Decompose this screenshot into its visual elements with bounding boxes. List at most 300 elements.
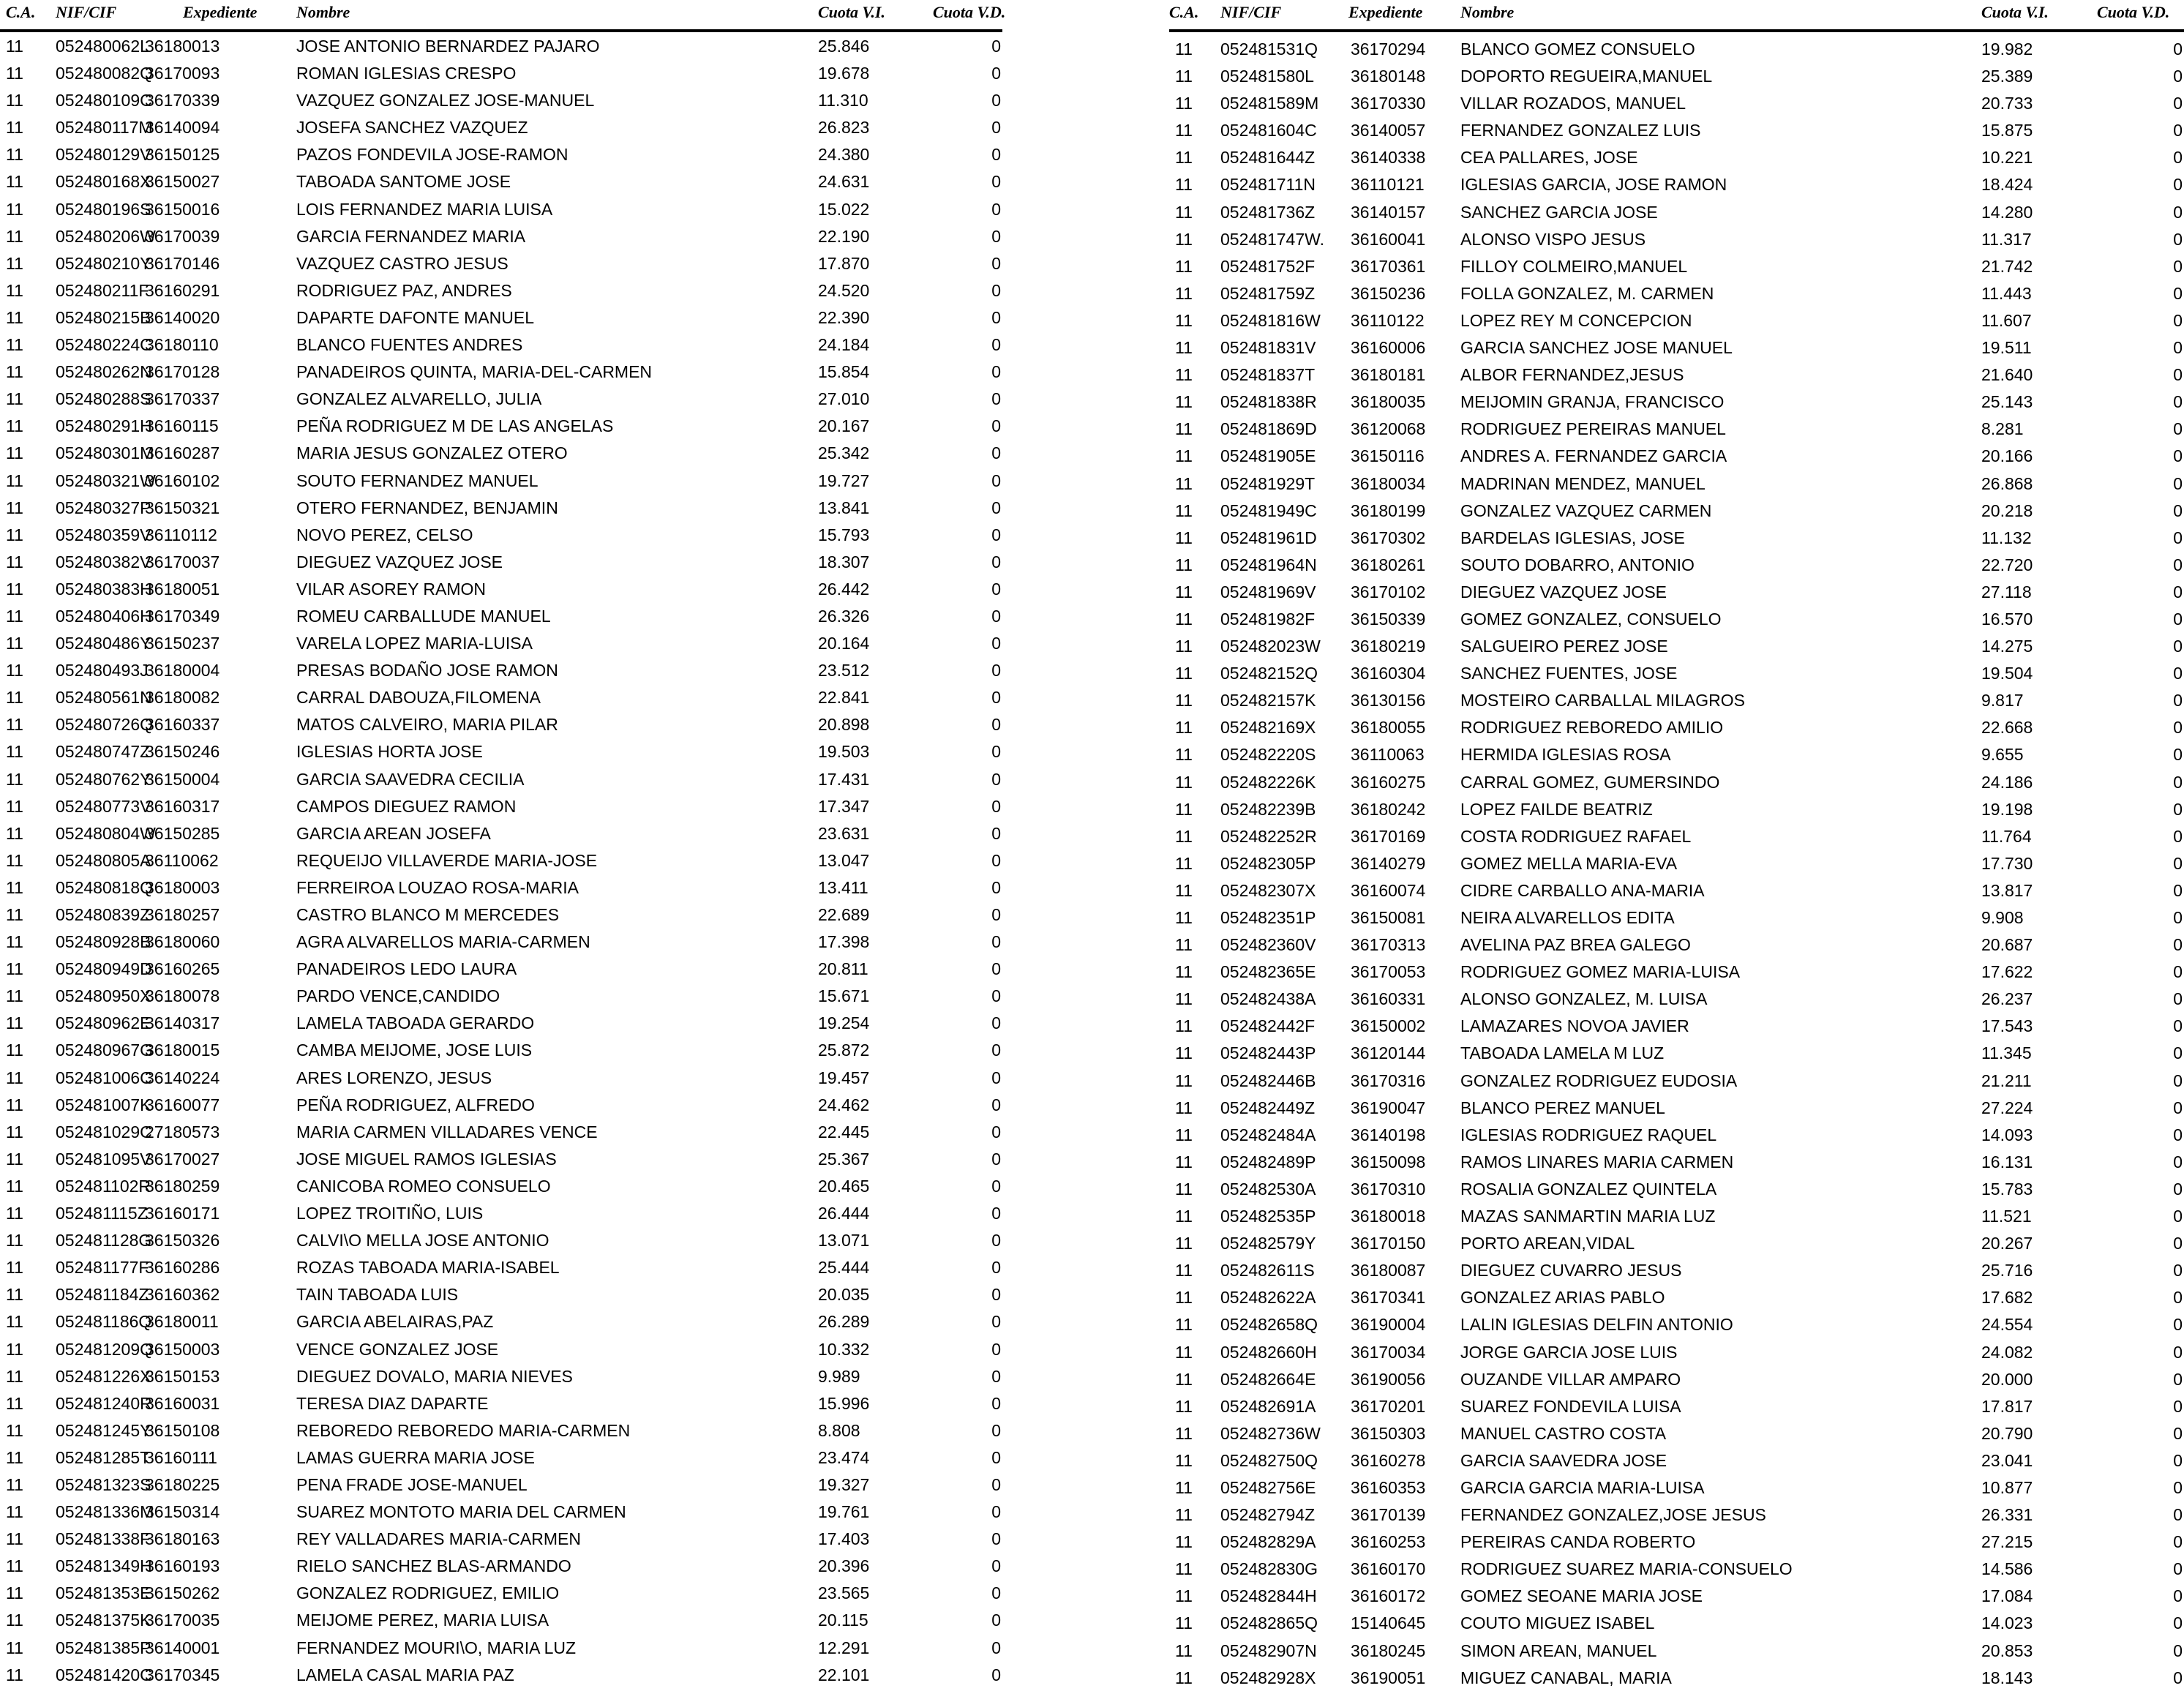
cell-nombre: REY VALLADARES MARIA-CARMEN [296, 1529, 581, 1549]
cell-ca: 11 [1175, 1342, 1193, 1362]
cell-cuota-vd: 0 [2173, 1342, 2183, 1362]
cell-nombre: LOIS FERNANDEZ MARIA LUISA [296, 199, 553, 219]
cell-nombre: TAIN TABOADA LUIS [296, 1285, 459, 1305]
cell-expediente: 36170035 [145, 1611, 220, 1630]
cell-cuota-vd: 0 [2173, 772, 2183, 792]
cell-expediente: 36160031 [145, 1393, 220, 1413]
cell-cuota-vi: 18.424 [1981, 175, 2033, 195]
cell-cuota-vd: 0 [2173, 338, 2183, 358]
cell-cuota-vi: 26.289 [818, 1312, 870, 1332]
cell-cuota-vd: 0 [2173, 664, 2183, 683]
cell-cuota-vi: 20.811 [818, 959, 868, 979]
cell-cuota-vi: 19.678 [818, 64, 870, 83]
cell-nif: 052482360V [1220, 935, 1316, 955]
cell-ca: 11 [6, 796, 23, 816]
cell-nombre: DOPORTO REGUEIRA,MANUEL [1460, 67, 1713, 86]
cell-nif: 052480224C [56, 335, 152, 355]
cell-expediente: 36140001 [145, 1638, 220, 1657]
cell-ca: 11 [6, 199, 23, 219]
cell-cuota-vd: 0 [2173, 582, 2183, 601]
cell-cuota-vd: 0 [2173, 1477, 2183, 1497]
cell-expediente: 36170294 [1351, 40, 1426, 59]
cell-expediente: 36170053 [1351, 962, 1426, 982]
cell-nif: 052481007K [56, 1095, 151, 1114]
cell-cuota-vd: 0 [991, 742, 1001, 762]
cell-nombre: RODRIGUEZ SUAREZ MARIA-CONSUELO [1460, 1559, 1793, 1579]
cell-nif: 052482658Q [1220, 1315, 1318, 1335]
cell-expediente: 36150262 [145, 1583, 220, 1603]
cell-nombre: ALBOR FERNANDEZ,JESUS [1460, 365, 1684, 385]
table-row [1169, 931, 2184, 958]
cell-cuota-vi: 17.682 [1981, 1288, 2033, 1308]
cell-expediente: 36110122 [1351, 310, 1425, 330]
table-row [1169, 1067, 2184, 1094]
cell-expediente: 36170039 [145, 226, 220, 246]
cell-nif: 052482928X [1220, 1668, 1316, 1687]
table-row [0, 1091, 1002, 1118]
cell-cuota-vi: 19.198 [1981, 799, 2033, 819]
cell-nombre: REBOREDO REBOREDO MARIA-CARMEN [296, 1420, 631, 1440]
cell-nif: 052480486Y [56, 634, 151, 653]
cell-ca: 11 [1175, 121, 1193, 140]
table-row [0, 1335, 1002, 1362]
table-row [1169, 497, 2184, 524]
cell-cuota-vi: 17.347 [818, 796, 870, 816]
table-row [1169, 280, 2184, 307]
header-nombre: Nombre [1460, 3, 1515, 21]
cell-nif: 052481184Z [56, 1285, 149, 1305]
cell-nif: 052482489P [1220, 1152, 1316, 1171]
cell-cuota-vi: 24.186 [1981, 772, 2033, 792]
cell-ca: 11 [1175, 1043, 1193, 1063]
cell-expediente: 36160077 [145, 1095, 220, 1114]
cell-expediente: 36170310 [1351, 1179, 1426, 1199]
cell-nombre: DAPARTE DAFONTE MANUEL [296, 307, 535, 327]
table-row [1169, 1501, 2184, 1528]
table-row [0, 439, 1002, 466]
cell-cuota-vd: 0 [2173, 148, 2183, 168]
cell-cuota-vi: 18.143 [1981, 1668, 2033, 1687]
table-row [1169, 35, 2184, 62]
cell-expediente: 36180257 [145, 905, 220, 924]
cell-ca: 11 [6, 606, 23, 626]
cell-nombre: MIGUEZ CANABAL, MARIA [1460, 1668, 1672, 1687]
table-row [1169, 1202, 2184, 1229]
cell-nombre: RODRIGUEZ PEREIRAS MANUEL [1460, 419, 1726, 439]
cell-cuota-vi: 17.403 [818, 1529, 870, 1549]
cell-cuota-vd: 0 [2173, 528, 2183, 547]
cell-nif: 052481128G [56, 1231, 152, 1251]
cell-cuota-vi: 13.411 [818, 877, 868, 897]
cell-cuota-vi: 21.742 [1981, 256, 2033, 276]
cell-cuota-vd: 0 [991, 877, 1001, 897]
cell-cuota-vd: 0 [2173, 1315, 2183, 1335]
cell-nombre: SANCHEZ FUENTES, JOSE [1460, 664, 1678, 683]
cell-nombre: COSTA RODRIGUEZ RAFAEL [1460, 826, 1692, 846]
cell-expediente: 36140279 [1351, 853, 1426, 873]
cell-cuota-vi: 11.345 [1981, 1043, 2032, 1063]
cell-cuota-vi: 11.132 [1981, 528, 2032, 547]
cell-nombre: ALONSO VISPO JESUS [1460, 229, 1646, 249]
cell-cuota-vi: 17.870 [818, 253, 870, 273]
cell-ca: 11 [6, 64, 23, 83]
cell-ca: 11 [6, 1149, 23, 1169]
cell-cuota-vd: 0 [991, 443, 1001, 463]
cell-nif: 052482442F [1220, 1016, 1316, 1036]
cell-expediente: 36150108 [145, 1420, 220, 1440]
cell-cuota-vi: 20.267 [1981, 1234, 2033, 1253]
cell-expediente: 36190056 [1351, 1369, 1426, 1389]
cell-ca: 11 [1175, 1261, 1193, 1281]
cell-cuota-vd: 0 [991, 253, 1001, 273]
cell-cuota-vd: 0 [991, 1149, 1001, 1169]
cell-nombre: CARRAL GOMEZ, GUMERSINDO [1460, 772, 1720, 792]
table-row [0, 548, 1002, 575]
cell-nif: 052480773V [56, 796, 151, 816]
cell-expediente: 36170339 [145, 91, 220, 110]
table-row [0, 1552, 1002, 1579]
cell-expediente: 36150002 [1351, 1016, 1426, 1036]
cell-ca: 11 [1175, 582, 1193, 601]
cell-nif: 052480962E [56, 1013, 151, 1033]
cell-nif: 052480301M [56, 443, 154, 463]
cell-nif: 052481102R [56, 1176, 151, 1196]
cell-ca: 11 [6, 498, 23, 517]
cell-cuota-vd: 0 [991, 1339, 1001, 1359]
cell-expediente: 36150125 [145, 145, 220, 165]
cell-cuota-vi: 21.640 [1981, 365, 2033, 385]
table-row [1169, 686, 2184, 713]
cell-cuota-vi: 21.211 [1981, 1071, 2032, 1090]
table-row [0, 1064, 1002, 1091]
cell-cuota-vi: 19.727 [818, 470, 870, 490]
cell-nombre: BLANCO FUENTES ANDRES [296, 335, 523, 355]
cell-ca: 11 [6, 1474, 23, 1494]
cell-expediente: 36170169 [1351, 826, 1426, 846]
cell-expediente: 36170330 [1351, 94, 1426, 113]
cell-expediente: 36170316 [1351, 1071, 1426, 1090]
cell-expediente: 36160353 [1351, 1477, 1426, 1497]
cell-expediente: 36160286 [145, 1258, 220, 1278]
table-row [0, 1362, 1002, 1390]
cell-nif: 052482622A [1220, 1288, 1316, 1308]
cell-cuota-vi: 14.275 [1981, 637, 2033, 656]
cell-cuota-vd: 0 [991, 715, 1001, 735]
cell-nombre: DIEGUEZ DOVALO, MARIA NIEVES [296, 1366, 573, 1386]
cell-cuota-vi: 22.841 [818, 688, 870, 708]
table-row [0, 1498, 1002, 1525]
cell-cuota-vi: 19.511 [1981, 338, 2032, 358]
cell-nif: 052481969V [1220, 582, 1316, 601]
cell-nif: 052481831V [1220, 338, 1316, 358]
table-row [0, 1036, 1002, 1063]
left-table [0, 0, 1006, 1688]
cell-expediente: 36150246 [145, 742, 220, 762]
cell-cuota-vd: 0 [991, 498, 1001, 517]
cell-ca: 11 [1175, 1613, 1193, 1633]
cell-nif: 052482865Q [1220, 1613, 1318, 1633]
cell-ca: 11 [1175, 691, 1193, 710]
cell-cuota-vi: 23.512 [818, 661, 870, 680]
cell-expediente: 36180082 [145, 688, 220, 708]
cell-nombre: FERREIROA LOUZAO ROSA-MARIA [296, 877, 579, 897]
cell-expediente: 36170150 [1351, 1234, 1426, 1253]
cell-cuota-vd: 0 [2173, 799, 2183, 819]
table-row [0, 1579, 1002, 1606]
cell-ca: 11 [6, 986, 23, 1006]
cell-ca: 11 [1175, 1668, 1193, 1687]
cell-cuota-vd: 0 [991, 362, 1001, 382]
cell-nombre: CANICOBA ROMEO CONSUELO [296, 1176, 551, 1196]
cell-cuota-vd: 0 [2173, 718, 2183, 738]
cell-expediente: 36150237 [145, 634, 220, 653]
cell-expediente: 36150004 [145, 769, 220, 789]
cell-nombre: MATOS CALVEIRO, MARIA PILAR [296, 715, 558, 735]
table-row [1169, 1392, 2184, 1420]
cell-cuota-vi: 15.996 [818, 1393, 870, 1413]
cell-nif: 052481385P [56, 1638, 151, 1657]
cell-cuota-vd: 0 [991, 1204, 1001, 1223]
table-row [1169, 850, 2184, 877]
cell-nif: 052481869D [1220, 419, 1317, 439]
cell-cuota-vi: 19.761 [818, 1502, 870, 1522]
cell-cuota-vd: 0 [991, 1447, 1001, 1467]
cell-nombre: SIMON AREAN, MANUEL [1460, 1641, 1657, 1660]
table-row [0, 1308, 1002, 1335]
cell-cuota-vd: 0 [991, 1231, 1001, 1251]
cell-cuota-vd: 0 [991, 1583, 1001, 1603]
cell-expediente: 36170337 [145, 389, 220, 409]
cell-nombre: GARCIA SANCHEZ JOSE MANUEL [1460, 338, 1733, 358]
cell-nif: 052480839Z [56, 905, 151, 924]
cell-expediente: 15140645 [1351, 1613, 1426, 1633]
cell-ca: 11 [1175, 283, 1193, 303]
cell-expediente: 36190051 [1351, 1668, 1426, 1687]
cell-nombre: GONZALEZ ALVARELLO, JULIA [296, 389, 542, 409]
cell-ca: 11 [6, 443, 23, 463]
cell-ca: 11 [1175, 256, 1193, 276]
cell-nombre: COUTO MIGUEZ ISABEL [1460, 1613, 1655, 1633]
cell-expediente: 36150098 [1351, 1152, 1426, 1171]
table-row [1169, 1175, 2184, 1202]
cell-cuota-vi: 15.783 [1981, 1179, 2033, 1199]
cell-cuota-vi: 25.367 [818, 1149, 870, 1169]
table-row [1169, 307, 2184, 334]
cell-nombre: GARCIA SAAVEDRA CECILIA [296, 769, 525, 789]
cell-ca: 11 [1175, 1559, 1193, 1579]
cell-nif: 052480950X [56, 986, 151, 1006]
cell-cuota-vd: 0 [991, 905, 1001, 924]
cell-cuota-vd: 0 [2173, 935, 2183, 955]
cell-expediente: 36160331 [1351, 989, 1426, 1009]
cell-ca: 11 [1175, 338, 1193, 358]
cell-cuota-vi: 20.733 [1981, 94, 2033, 113]
cell-cuota-vd: 0 [991, 1611, 1001, 1630]
cell-nif: 052482830G [1220, 1559, 1318, 1579]
table-row [0, 59, 1002, 86]
cell-ca: 11 [6, 470, 23, 490]
cell-expediente: 36180034 [1351, 473, 1426, 493]
cell-cuota-vd: 0 [991, 1122, 1001, 1141]
cell-expediente: 36160171 [145, 1204, 220, 1223]
header-cuota-vd: Cuota V.D. [2097, 3, 2170, 21]
cell-expediente: 36150016 [145, 199, 220, 219]
cell-cuota-vi: 25.143 [1981, 392, 2033, 412]
table-row [0, 1444, 1002, 1471]
cell-cuota-vd: 0 [991, 634, 1001, 653]
cell-nif: 052482252R [1220, 826, 1317, 846]
cell-cuota-vi: 13.047 [818, 850, 870, 870]
cell-cuota-vd: 0 [991, 335, 1001, 355]
table-row [1169, 361, 2184, 388]
cell-nif: 052482307X [1220, 880, 1316, 900]
cell-nombre: JORGE GARCIA JOSE LUIS [1460, 1342, 1678, 1362]
table-row [0, 86, 1002, 113]
cell-nif: 052481589M [1220, 94, 1319, 113]
cell-expediente: 36170341 [1351, 1288, 1426, 1308]
cell-cuota-vd: 0 [2173, 1613, 2183, 1633]
cell-nif: 052480321W [56, 470, 156, 490]
cell-ca: 11 [1175, 1098, 1193, 1117]
cell-nif: 052480804W [56, 823, 156, 843]
cell-cuota-vi: 25.872 [818, 1041, 870, 1060]
cell-ca: 11 [1175, 1016, 1193, 1036]
table-row [1169, 1609, 2184, 1636]
cell-cuota-vd: 0 [991, 1502, 1001, 1522]
table-row [1169, 470, 2184, 497]
table-row [1169, 225, 2184, 252]
cell-nif: 052482750Q [1220, 1450, 1318, 1470]
table-row [0, 222, 1002, 250]
cell-nombre: LOPEZ FAILDE BEATRIZ [1460, 799, 1653, 819]
table-row [0, 1226, 1002, 1253]
table-row [0, 1471, 1002, 1498]
cell-ca: 11 [6, 661, 23, 680]
cell-cuota-vi: 24.631 [818, 172, 870, 192]
cell-expediente: 36180148 [1351, 67, 1426, 86]
cell-expediente: 36160170 [1351, 1559, 1426, 1579]
cell-nombre: HERMIDA IGLESIAS ROSA [1460, 745, 1671, 765]
cell-nif: 052481029C [56, 1122, 152, 1141]
cell-expediente: 36180245 [1351, 1641, 1426, 1660]
cell-cuota-vi: 20.790 [1981, 1423, 2033, 1443]
cell-ca: 11 [6, 416, 23, 436]
cell-cuota-vd: 0 [991, 1013, 1001, 1033]
cell-nif: 052481240R [56, 1393, 152, 1413]
cell-ca: 11 [1175, 1586, 1193, 1606]
cell-cuota-vd: 0 [2173, 202, 2183, 222]
cell-nif: 052481580L [1220, 67, 1314, 86]
cell-nif: 052482446B [1220, 1071, 1316, 1090]
cell-expediente: 36150285 [145, 823, 220, 843]
cell-cuota-vi: 9.655 [1981, 745, 2024, 765]
cell-nif: 052482220S [1220, 745, 1316, 765]
cell-nif: 052481961D [1220, 528, 1317, 547]
cell-cuota-vd: 0 [2173, 1179, 2183, 1199]
cell-expediente: 36140198 [1351, 1125, 1426, 1144]
cell-cuota-vd: 0 [2173, 473, 2183, 493]
cell-ca: 11 [6, 118, 23, 138]
cell-expediente: 36150153 [145, 1366, 220, 1386]
table-row [0, 1199, 1002, 1226]
table-row [0, 521, 1002, 548]
cell-cuota-vd: 0 [2173, 500, 2183, 520]
cell-nombre: CAMPOS DIEGUEZ RAMON [296, 796, 517, 816]
cell-nombre: SOUTO DOBARRO, ANTONIO [1460, 555, 1695, 574]
cell-expediente: 36110062 [145, 850, 219, 870]
cell-expediente: 36180013 [145, 37, 220, 56]
cell-expediente: 36180242 [1351, 799, 1426, 819]
cell-cuota-vd: 0 [991, 1095, 1001, 1114]
cell-ca: 11 [1175, 1179, 1193, 1199]
cell-ca: 11 [1175, 1532, 1193, 1552]
cell-ca: 11 [6, 307, 23, 327]
cell-expediente: 36180055 [1351, 718, 1426, 738]
cell-cuota-vd: 0 [2173, 365, 2183, 385]
cell-ca: 11 [1175, 718, 1193, 738]
cell-nif: 052482305P [1220, 853, 1316, 873]
cell-nombre: LOPEZ TROITIÑO, LUIS [296, 1204, 484, 1223]
table-row [0, 32, 1002, 59]
cell-nombre: JOSEFA SANCHEZ VAZQUEZ [296, 118, 528, 138]
table-row [1169, 740, 2184, 768]
cell-expediente: 36150314 [145, 1502, 220, 1522]
cell-ca: 11 [1175, 555, 1193, 574]
cell-cuota-vi: 17.543 [1981, 1016, 2033, 1036]
cell-expediente: 36170146 [145, 253, 220, 273]
cell-nif: 052482611S [1220, 1261, 1315, 1281]
cell-cuota-vd: 0 [991, 1366, 1001, 1386]
cell-nif: 052482438A [1220, 989, 1316, 1009]
cell-nombre: DIEGUEZ CUVARRO JESUS [1460, 1261, 1682, 1281]
table-row [1169, 985, 2184, 1012]
table-row [1169, 1148, 2184, 1175]
cell-cuota-vd: 0 [991, 389, 1001, 409]
table-row [1169, 877, 2184, 904]
cell-cuota-vi: 27.215 [1981, 1532, 2033, 1552]
cell-nif: 052481115Z [56, 1204, 148, 1223]
cell-cuota-vd: 0 [2173, 121, 2183, 140]
cell-nif: 052481375K [56, 1611, 151, 1630]
cell-nif: 052482239B [1220, 799, 1316, 819]
cell-ca: 11 [1175, 40, 1193, 59]
cell-cuota-vd: 0 [991, 1393, 1001, 1413]
cell-nif: 052481177F [56, 1258, 149, 1278]
cell-nif: 052480928B [56, 932, 151, 952]
cell-cuota-vi: 26.326 [818, 606, 870, 626]
cell-cuota-vd: 0 [991, 796, 1001, 816]
cell-cuota-vd: 0 [2173, 392, 2183, 412]
cell-nombre: VAZQUEZ CASTRO JESUS [296, 253, 509, 273]
cell-ca: 11 [6, 742, 23, 762]
cell-expediente: 36180259 [145, 1176, 220, 1196]
cell-ca: 11 [1175, 175, 1193, 195]
cell-cuota-vd: 0 [991, 37, 1001, 56]
cell-ca: 11 [6, 1339, 23, 1359]
cell-nif: 052482660H [1220, 1342, 1317, 1362]
cell-cuota-vd: 0 [991, 579, 1001, 599]
cell-nombre: GOMEZ GONZALEZ, CONSUELO [1460, 609, 1722, 629]
cell-nombre: VARELA LOPEZ MARIA-LUISA [296, 634, 533, 653]
cell-cuota-vd: 0 [2173, 1559, 2183, 1579]
left-table-header [0, 0, 1006, 32]
table-row [0, 140, 1002, 168]
cell-cuota-vd: 0 [991, 769, 1001, 789]
cell-nombre: ROMEU CARBALLUDE MANUEL [296, 606, 551, 626]
cell-expediente: 36190004 [1351, 1315, 1426, 1335]
cell-expediente: 36170345 [145, 1665, 220, 1684]
cell-cuota-vi: 15.793 [818, 525, 870, 544]
